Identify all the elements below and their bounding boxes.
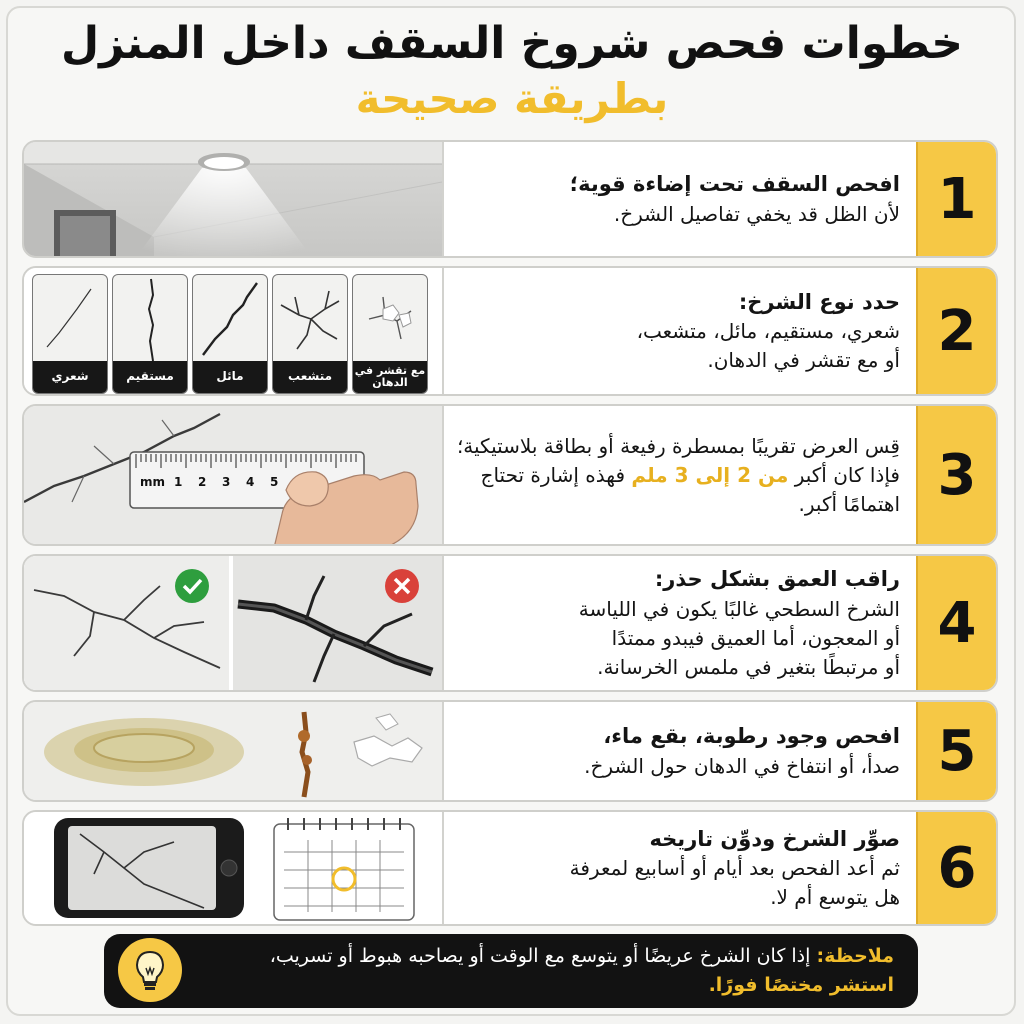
ruler-tick-5: 5 <box>270 475 279 489</box>
crack-tile-straight <box>112 274 188 394</box>
step-4-heading: راقب العمق بشكل حذر: <box>654 567 900 592</box>
note-banner <box>104 934 918 1008</box>
step-3-text <box>454 406 900 544</box>
step-2-text <box>454 268 900 394</box>
crack-label-hairline: شعري <box>33 361 107 393</box>
step-3-body <box>454 432 900 519</box>
crack-tile-hairline <box>32 274 108 394</box>
step-2-body-line1: شعري، مستقيم، مائل، متشعب، <box>636 319 900 344</box>
step-5-body: صدأ، أو انتفاخ في الدهان حول الشرخ. <box>584 753 900 778</box>
crack-label-diagonal: مائل <box>193 361 267 393</box>
page-title: خطوات فحص شروخ السقف داخل المنزل <box>61 18 963 69</box>
step-3-text-after: فهذه إشارة تحتاج اهتمامًا أكبر. <box>480 462 900 516</box>
crack-depth-image <box>24 556 444 690</box>
photo-calendar-image <box>24 812 444 924</box>
step-6 <box>22 810 998 926</box>
step-2-heading: حدد نوع الشرخ: <box>738 289 900 314</box>
step-6-number: 6 <box>916 812 996 924</box>
crack-tile-diagonal <box>192 274 268 394</box>
note-text: إذا كان الشرخ عريضًا أو يتوسع مع الوقت أو يصاحبه هبوط أو تسريب، <box>269 945 811 967</box>
crack-label-branching: متشعب <box>273 361 347 393</box>
step-1-text <box>454 142 900 256</box>
step-4-body-line2: أو المعجون، أما العميق فيبدو ممتدًا <box>611 625 900 650</box>
step-6-body-line1: ثم أعد الفحص بعد أيام أو أسابيع لمعرفة <box>569 856 900 881</box>
step-4-body-line3: أو مرتبطًا بتغير في ملمس الخرسانة. <box>597 654 900 679</box>
ruler-tick-2: 2 <box>198 475 207 489</box>
step-3-highlight: من 2 إلى 3 ملم <box>631 462 789 487</box>
ruler-unit-label: mm <box>140 475 166 489</box>
crack-types-image <box>24 268 444 394</box>
note-warning: استشر مختصًا فورًا. <box>708 974 894 997</box>
step-5 <box>22 700 998 802</box>
step-4 <box>22 554 998 692</box>
step-2 <box>22 266 998 396</box>
step-3 <box>22 404 998 546</box>
step-4-body-line1: الشرخ السطحي غالبًا يكون في اللياسة <box>578 596 900 621</box>
step-4-number: 4 <box>916 556 996 690</box>
step-6-body-line2: هل يتوسع أم لا. <box>770 885 900 910</box>
step-2-body-line2: أو مع تقشر في الدهان. <box>707 348 900 373</box>
ruler-tick-3: 3 <box>222 475 231 489</box>
step-5-number: 5 <box>916 702 996 800</box>
step-4-text <box>454 556 900 690</box>
note-label: ملاحظة: <box>816 945 894 967</box>
note-line1 <box>234 942 894 971</box>
moisture-stains-image <box>24 702 444 800</box>
step-5-heading: افحص وجود رطوبة، بقع ماء، <box>603 724 900 749</box>
crack-tile-peeling <box>352 274 428 394</box>
ruler-tick-4: 4 <box>246 475 255 489</box>
step-1-number: 1 <box>916 142 996 256</box>
page-subtitle: بطريقة صحيحة <box>355 74 669 123</box>
step-1 <box>22 140 998 258</box>
ruler-tick-1: 1 <box>174 475 183 489</box>
step-5-text <box>454 702 900 800</box>
step-6-text <box>454 812 900 924</box>
step-1-heading: افحص السقف تحت إضاءة قوية؛ <box>569 172 900 197</box>
ruler-measure-image <box>24 406 444 544</box>
lightbulb-icon <box>118 938 182 1002</box>
crack-label-peeling: مع تقشر في الدهان <box>353 361 427 393</box>
step-3-number: 3 <box>916 406 996 544</box>
crack-tile-branching <box>272 274 348 394</box>
ceiling-spotlight-image <box>24 142 444 256</box>
step-6-heading: صوِّر الشرخ ودوِّن تاريخه <box>649 826 900 851</box>
step-1-body: لأن الظل قد يخفي تفاصيل الشرخ. <box>613 201 900 226</box>
crack-label-straight: مستقيم <box>113 361 187 393</box>
step-3-text-before: قِس العرض تقريبًا بمسطرة رفيعة أو بطاقة بلاستيكية؛ فإذا كان أكبر <box>456 433 900 487</box>
step-2-number: 2 <box>916 268 996 394</box>
